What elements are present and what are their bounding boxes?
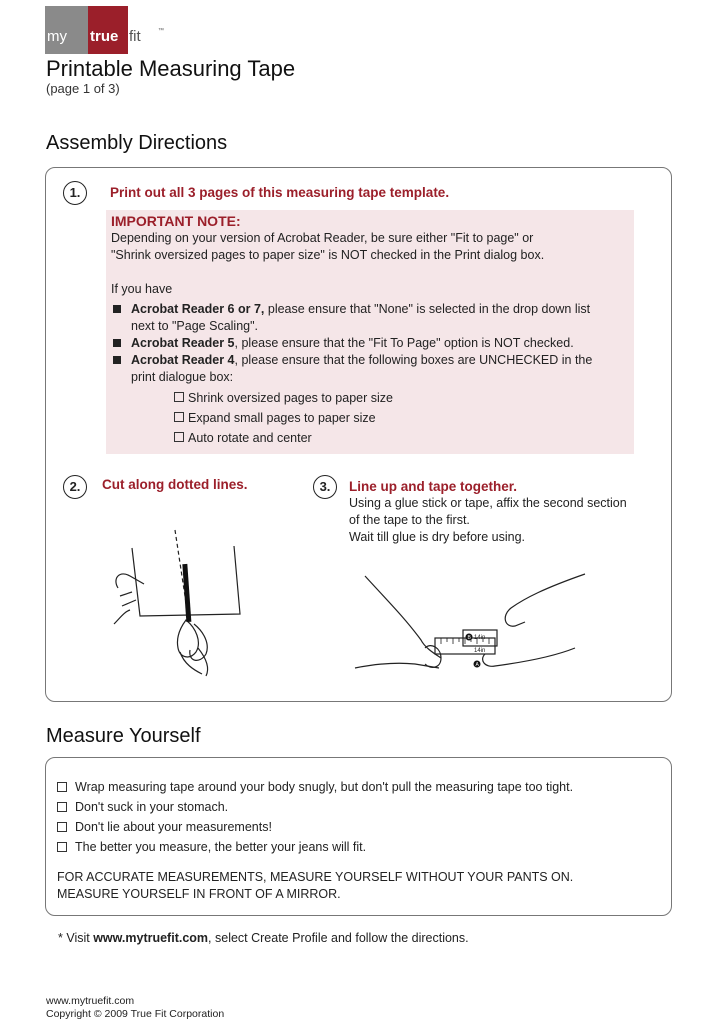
- assembly-heading: Assembly Directions: [46, 132, 228, 154]
- footer: [46, 995, 224, 1021]
- step3-line: of the tape to the first.: [349, 513, 470, 527]
- bullet-item: [111, 301, 628, 335]
- checkbox-item: [174, 408, 628, 428]
- brand-logo: [45, 6, 164, 54]
- bullet-cont: print dialogue box:: [131, 370, 234, 384]
- checkbox-icon: [174, 392, 184, 402]
- right-hand-icon: [483, 574, 585, 666]
- step2-number: 2.: [63, 475, 87, 499]
- marker-b-label: B: [467, 635, 471, 641]
- important-note-panel: [106, 210, 634, 454]
- checkbox-icon: [57, 842, 67, 852]
- scissors-blade: [182, 564, 191, 622]
- checkbox-icon: [174, 412, 184, 422]
- checkbox-label: Shrink oversized pages to paper size: [188, 391, 393, 405]
- bullet-text: , please ensure that the following boxes are UNCHECKED in the: [234, 353, 593, 367]
- visit-url-link[interactable]: www.mytruefit.com: [93, 931, 209, 945]
- measure-list: [57, 777, 657, 903]
- logo-true: true: [90, 28, 119, 45]
- note-title: IMPORTANT NOTE:: [111, 213, 241, 229]
- note-line: Depending on your version of Acrobat Reader, be sure either "Fit to page" or: [111, 231, 534, 245]
- square-bullet-icon: [113, 305, 121, 313]
- checkbox-label: Auto rotate and center: [188, 431, 312, 445]
- step3-text: [349, 495, 627, 546]
- square-bullet-icon: [113, 339, 121, 347]
- bullet-item: [111, 335, 628, 352]
- checkbox-icon: [57, 802, 67, 812]
- list-item-text: Don't suck in your stomach.: [75, 800, 229, 814]
- caps-instruction: MEASURE YOURSELF IN FRONT OF A MIRROR.: [57, 887, 341, 901]
- left-hand-icon: [355, 576, 441, 668]
- logo-fit: fit: [129, 28, 141, 45]
- step1-title: Print out all 3 pages of this measuring tape template.: [110, 185, 450, 200]
- bullet-cont: next to "Page Scaling".: [131, 319, 259, 333]
- step2-title: Cut along dotted lines.: [102, 477, 248, 492]
- if-you-have: If you have: [111, 282, 173, 296]
- visit-line: [58, 930, 469, 947]
- footer-copyright: Copyright © 2009 True Fit Corporation: [46, 1008, 225, 1020]
- note-line: "Shrink oversized pages to paper size" is NOT checked in the Print dialog box.: [111, 248, 545, 262]
- tape-label: 14in: [474, 648, 486, 654]
- list-item-text: Don't lie about your measurements!: [75, 820, 272, 834]
- list-item: [57, 837, 657, 857]
- checkbox-icon: [174, 432, 184, 442]
- list-item: [57, 797, 657, 817]
- step1-number: 1.: [63, 181, 87, 205]
- list-item-text: Wrap measuring tape around your body snugly, but don't pull the measuring tape too tight.: [75, 780, 574, 794]
- step3-line: Wait till glue is dry before using.: [349, 530, 526, 544]
- logo-trademark: ™: [158, 28, 164, 34]
- step3-line: Using a glue stick or tape, affix the second section: [349, 496, 627, 510]
- bullet-text: please ensure that "None" is selected in the drop down list: [264, 302, 591, 316]
- page-subtitle: (page 1 of 3): [46, 81, 120, 96]
- list-item: [57, 817, 657, 837]
- bullet-bold: Acrobat Reader 4: [131, 353, 235, 367]
- checkbox-item: [174, 428, 628, 448]
- list-item-text: The better you measure, the better your jeans will fit.: [75, 840, 367, 854]
- bullet-bold: Acrobat Reader 5: [131, 336, 235, 350]
- tape-illustration: [345, 568, 605, 683]
- square-bullet-icon: [113, 356, 121, 364]
- visit-suffix: , select Create Profile and follow the directions.: [208, 931, 469, 945]
- measure-heading: Measure Yourself: [46, 725, 201, 747]
- list-item: [57, 777, 657, 797]
- tape-label: 14in: [474, 635, 486, 641]
- bullet-bold: Acrobat Reader 6 or 7,: [131, 302, 265, 316]
- bullet-item: [111, 352, 628, 386]
- checkbox-label: Expand small pages to paper size: [188, 411, 376, 425]
- checkbox-icon: [57, 782, 67, 792]
- checkbox-icon: [57, 822, 67, 832]
- checkbox-item: [174, 388, 628, 408]
- bullet-text: , please ensure that the "Fit To Page" option is NOT checked.: [234, 336, 574, 350]
- logo-my: my: [47, 28, 67, 45]
- right-hand-icon: [180, 648, 208, 676]
- footer-site-link[interactable]: www.mytruefit.com: [46, 995, 135, 1007]
- page-title: Printable Measuring Tape: [46, 56, 296, 81]
- visit-prefix: * Visit: [58, 931, 94, 945]
- step3-number: 3.: [313, 475, 337, 499]
- cutting-illustration: [110, 528, 250, 678]
- caps-instruction: FOR ACCURATE MEASUREMENTS, MEASURE YOURSELF WITHOUT YOUR PANTS ON.: [57, 870, 574, 884]
- marker-a-label: A: [475, 662, 479, 668]
- step3-title: Line up and tape together.: [349, 479, 518, 494]
